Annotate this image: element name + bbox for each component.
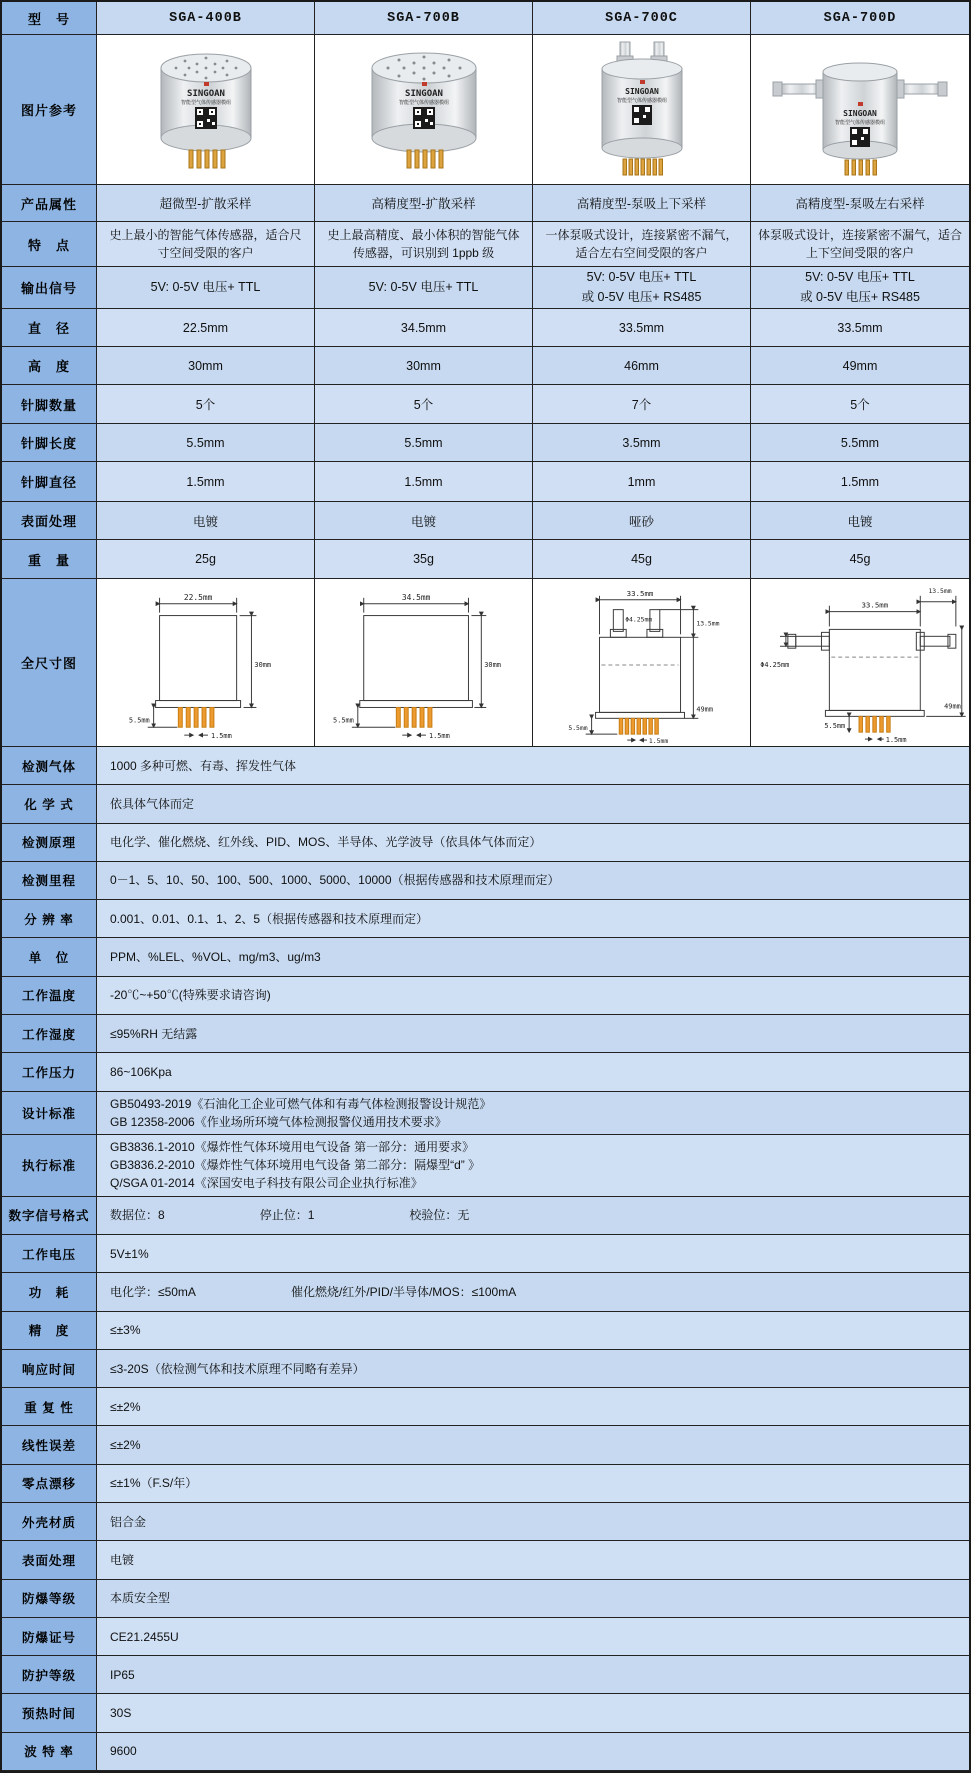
row-label-surface: 表面处理 (2, 502, 97, 540)
height-value: 49mm (751, 347, 969, 385)
specs-section (2, 747, 969, 1771)
spec-row-label: 外壳材质 (2, 1503, 97, 1541)
spec-row-value (97, 1465, 969, 1503)
spec-row-value (97, 1580, 969, 1618)
pin-length-value: 5.5mm (97, 424, 315, 462)
spec-row (2, 1135, 969, 1197)
output-value (97, 267, 315, 309)
spec-row (2, 1015, 969, 1053)
dim-pin-diameter: 1.5mm (648, 736, 668, 745)
qr-code-icon (413, 107, 435, 129)
pin-length-row (2, 424, 969, 462)
spec-row-value (97, 938, 969, 976)
attr-value: 高精度型-泵吸左右采样 (751, 185, 969, 222)
header-row (2, 2, 969, 35)
spec-segment: GB 12358-2006《作业场所环境气体检测报警仪通用技术要求》 (110, 1114, 447, 1129)
spec-segment: 电化学：≤50mA (110, 1285, 196, 1299)
spec-row-value (97, 1350, 969, 1388)
model-sga-700d: SGA-700D (751, 2, 969, 35)
spec-row-value (97, 1312, 969, 1350)
spec-row-label: 线性误差 (2, 1426, 97, 1464)
dim-tube-height: 13.5mm (928, 586, 952, 595)
qr-code-icon (195, 107, 217, 129)
spec-segment: 铝合金 (110, 1514, 147, 1529)
qr-code-icon (850, 127, 870, 147)
dimension-diagram-sga-700d (751, 579, 969, 747)
spec-row-value (97, 824, 969, 862)
row-label-height: 高 度 (2, 347, 97, 385)
spec-segment: 依具体气体而定 (110, 796, 195, 811)
output-line2: 或 0-5V 电压+ RS485 (581, 289, 702, 304)
output-value (315, 267, 533, 309)
dim-pin-length: 5.5mm (332, 715, 354, 724)
spec-segment: GB3836.1-2010《爆炸性气体环境用电气设备 第一部分：通用要求》 (110, 1140, 475, 1155)
weight-row (2, 540, 969, 579)
spec-row (2, 1235, 969, 1273)
spec-row-label: 工作电压 (2, 1235, 97, 1273)
spec-row-value (97, 1541, 969, 1579)
spec-row (2, 1694, 969, 1732)
spec-row-value (97, 977, 969, 1015)
spec-row (2, 1053, 969, 1091)
spec-segment: 0－1、5、10、50、100、500、1000、5000、10000（根据传感器和技术原理而定） (110, 873, 560, 888)
output-line1: 5V: 0-5V 电压+ TTL (368, 279, 479, 294)
fullsize-row (2, 579, 969, 747)
spec-row-label: 检测气体 (2, 747, 97, 785)
dimension-diagram-sga-700c (533, 579, 751, 747)
spec-segment: -20℃~+50℃(特殊要求请咨询) (110, 988, 271, 1003)
feature-value: 体泵吸式设计，连接紧密不漏气，适合上下空间受限的客户 (751, 222, 969, 267)
photo-row (2, 35, 969, 185)
spec-segment: 校验位：无 (409, 1208, 470, 1223)
brand-text: SINGOAN (624, 86, 659, 96)
brand-text: SINGOAN (404, 88, 443, 99)
dimension-diagram-sga-400b (97, 579, 315, 747)
spec-segment: GB50493-2019《石油化工企业可燃气体和有毒气体检测报警设计规范》 (110, 1096, 492, 1111)
row-label-pin-diameter: 针脚直径 (2, 462, 97, 502)
spec-row-value (97, 862, 969, 900)
output-row (2, 267, 969, 309)
height-value: 46mm (533, 347, 751, 385)
feature-value: 一体泵吸式设计，连接紧密不漏气，适合左右空间受限的客户 (533, 222, 751, 267)
spec-row (2, 938, 969, 976)
diameter-value: 34.5mm (315, 309, 533, 347)
dim-height: 49mm (944, 701, 961, 710)
spec-row-value (97, 1656, 969, 1694)
photo-caption: 智能型气体传感器模组 (834, 119, 886, 126)
brand-text: SINGOAN (186, 88, 225, 99)
sensor-photo-sga-400b (97, 35, 315, 185)
spec-row (2, 862, 969, 900)
spec-row (2, 1426, 969, 1464)
spec-segment: 停止位：1 (259, 1208, 315, 1223)
model-sga-700b: SGA-700B (315, 2, 533, 35)
pin-diameter-value: 1.5mm (751, 462, 969, 502)
spec-segment: 电化学、催化燃烧、红外线、PID、MOS、半导体、光学波导（依具体气体而定） (110, 835, 542, 850)
spec-row (2, 824, 969, 862)
spec-row (2, 1580, 969, 1618)
output-value (533, 267, 751, 309)
spec-row-value (97, 1053, 969, 1091)
surface-value: 电镀 (751, 502, 969, 540)
spec-row (2, 1273, 969, 1311)
pin-diameter-value: 1mm (533, 462, 751, 502)
spec-segment: Q/SGA 01-2014《深国安电子科技有限公司企业执行标准》 (110, 1176, 423, 1191)
spec-row-value (97, 1135, 969, 1197)
output-line2: 或 0-5V 电压+ RS485 (800, 289, 920, 304)
spec-segment: ≤±1%（F.S/年） (110, 1476, 198, 1491)
height-value: 30mm (97, 347, 315, 385)
spec-row-value (97, 1092, 969, 1135)
dim-pin-diameter: 1.5mm (210, 731, 232, 740)
spec-row-label: 表面处理 (2, 1541, 97, 1579)
spec-row-label: 防爆等级 (2, 1580, 97, 1618)
spec-segment: ≤±3% (110, 1323, 141, 1338)
row-label-weight: 重 量 (2, 540, 97, 579)
photo-caption: 智能型气体传感器模组 (398, 99, 449, 106)
pin-count-value: 5个 (315, 385, 533, 424)
spec-row-value (97, 1197, 969, 1235)
surface-value: 哑砂 (533, 502, 751, 540)
spec-row-value (97, 900, 969, 938)
dim-height: 30mm (253, 660, 271, 669)
spec-row (2, 747, 969, 785)
spec-row-value (97, 1426, 969, 1464)
brand-mark-icon (422, 82, 427, 86)
sensor-pins-icon (189, 150, 225, 168)
spec-row-label: 重 复 性 (2, 1388, 97, 1426)
spec-segment: GB3836.2-2010《爆炸性气体环境用电气设备 第二部分：隔爆型“d” 》 (110, 1158, 481, 1173)
sensor-photo-sga-700d (751, 35, 969, 185)
spec-row-value (97, 1235, 969, 1273)
dim-tube-diameter: Φ4.25mm (760, 660, 790, 669)
feature-value: 史上最小的智能气体传感器，适合尺寸空间受限的客户 (97, 222, 315, 267)
output-line1: 5V: 0-5V 电压+ TTL (805, 270, 915, 285)
feature-value: 史上最高精度、最小体积的智能气体传感器，可识别到 1ppb 级 (315, 222, 533, 267)
dim-tube-height: 13.5mm (695, 618, 720, 627)
surface-value: 电镀 (97, 502, 315, 540)
weight-value: 25g (97, 540, 315, 579)
pin-length-value: 5.5mm (315, 424, 533, 462)
row-label-output: 输出信号 (2, 267, 97, 309)
spec-row (2, 785, 969, 823)
brand-text: SINGOAN (843, 108, 877, 118)
dim-pin-length: 5.5mm (128, 715, 150, 724)
diameter-value: 22.5mm (97, 309, 315, 347)
sensor-pins-icon (623, 159, 663, 175)
pin-length-value: 3.5mm (533, 424, 751, 462)
spec-row-label: 预热时间 (2, 1694, 97, 1732)
dim-width: 33.5mm (861, 600, 889, 610)
spec-segment: 86~106Kpa (110, 1064, 172, 1079)
surface-row (2, 502, 969, 540)
spec-row (2, 1092, 969, 1135)
pin-count-value: 7个 (533, 385, 751, 424)
weight-value: 35g (315, 540, 533, 579)
feature-row (2, 222, 969, 267)
brand-mark-icon (858, 102, 863, 106)
spec-row-label: 化 学 式 (2, 785, 97, 823)
spec-segment: 数据位：8 (110, 1208, 165, 1223)
spec-segment: 本质安全型 (110, 1591, 171, 1606)
pin-diameter-value: 1.5mm (97, 462, 315, 502)
spec-segment: 30S (110, 1706, 132, 1721)
spec-segment: CE21.2455U (110, 1629, 179, 1644)
dim-pin-diameter: 1.5mm (885, 735, 907, 744)
sensor-photo-sga-700c (533, 35, 751, 185)
height-row (2, 347, 969, 385)
spec-row (2, 1541, 969, 1579)
pin-diameter-row (2, 462, 969, 502)
dim-pin-length: 5.5mm (824, 721, 846, 730)
output-value (751, 267, 969, 309)
spec-row-label: 单 位 (2, 938, 97, 976)
spec-row-value (97, 1015, 969, 1053)
row-label-pin-count: 针脚数量 (2, 385, 97, 424)
spec-row-label: 执行标准 (2, 1135, 97, 1197)
row-label-fullsize: 全尺寸图 (2, 579, 97, 747)
weight-value: 45g (533, 540, 751, 579)
spec-row-label: 检测里程 (2, 862, 97, 900)
spec-row-label: 防爆证号 (2, 1618, 97, 1656)
spec-row-value (97, 747, 969, 785)
spec-row-label: 分 辨 率 (2, 900, 97, 938)
output-line1: 5V: 0-5V 电压+ TTL (150, 279, 261, 294)
pin-count-row (2, 385, 969, 424)
spec-row-label: 响应时间 (2, 1350, 97, 1388)
attr-value: 超微型-扩散采样 (97, 185, 315, 222)
spec-row (2, 1656, 969, 1694)
sensor-pins-icon (845, 160, 877, 175)
row-label-model: 型 号 (2, 2, 97, 35)
spec-segment: ≤95%RH 无结露 (110, 1026, 198, 1041)
spec-row (2, 1733, 969, 1771)
brand-mark-icon (640, 80, 645, 84)
dim-width: 33.5mm (626, 588, 653, 598)
spec-row (2, 1312, 969, 1350)
diameter-value: 33.5mm (751, 309, 969, 347)
sensor-pins-icon (407, 150, 443, 168)
dim-height: 49mm (695, 704, 713, 713)
attr-row (2, 185, 969, 222)
qr-code-icon (632, 105, 652, 125)
spec-segment: 5V±1% (110, 1246, 149, 1261)
spec-row (2, 977, 969, 1015)
attr-value: 高精度型-泵吸上下采样 (533, 185, 751, 222)
spec-row-value (97, 1618, 969, 1656)
diameter-row (2, 309, 969, 347)
spec-segment: 1000 多种可燃、有毒、挥发性气体 (110, 758, 297, 773)
pin-count-value: 5个 (97, 385, 315, 424)
row-label-photos: 图片参考 (2, 35, 97, 185)
weight-value: 45g (751, 540, 969, 579)
spec-row (2, 1388, 969, 1426)
spec-row-value (97, 1273, 969, 1311)
row-label-pin-length: 针脚长度 (2, 424, 97, 462)
dim-height: 30mm (483, 660, 501, 669)
height-value: 30mm (315, 347, 533, 385)
spec-segment: 0.001、0.01、0.1、1、2、5（根据传感器和技术原理而定） (110, 911, 429, 926)
model-sga-400b: SGA-400B (97, 2, 315, 35)
spec-row-label: 工作温度 (2, 977, 97, 1015)
pin-length-value: 5.5mm (751, 424, 969, 462)
surface-value: 电镀 (315, 502, 533, 540)
spec-row (2, 1465, 969, 1503)
spec-row (2, 1350, 969, 1388)
spec-segment: IP65 (110, 1667, 135, 1682)
spec-row-label: 设计标准 (2, 1092, 97, 1135)
dim-tube-diameter: Φ4.25mm (624, 615, 652, 623)
spec-row-value (97, 1694, 969, 1732)
pin-diameter-value: 1.5mm (315, 462, 533, 502)
spec-row-value (97, 785, 969, 823)
spec-segment: PPM、%LEL、%VOL、mg/m3、ug/m3 (110, 950, 321, 965)
spec-segment: ≤±2% (110, 1438, 141, 1453)
spec-row (2, 1197, 969, 1235)
model-sga-700c: SGA-700C (533, 2, 751, 35)
attr-value: 高精度型-扩散采样 (315, 185, 533, 222)
spec-row-label: 波 特 率 (2, 1733, 97, 1771)
dim-pin-diameter: 1.5mm (428, 731, 450, 740)
spec-row-label: 检测原理 (2, 824, 97, 862)
spec-segment: 电镀 (110, 1552, 135, 1567)
photo-caption: 智能型气体传感器模组 (616, 97, 667, 104)
spec-row-label: 工作湿度 (2, 1015, 97, 1053)
pin-count-value: 5个 (751, 385, 969, 424)
dim-pin-length: 5.5mm (567, 723, 588, 732)
row-label-attr: 产品属性 (2, 185, 97, 222)
row-label-feature: 特 点 (2, 222, 97, 267)
photo-caption: 智能型气体传感器模组 (180, 99, 231, 106)
dimension-diagram-sga-700b (315, 579, 533, 747)
spec-row-value (97, 1503, 969, 1541)
row-label-diameter: 直 径 (2, 309, 97, 347)
spec-segment: ≤±2% (110, 1399, 141, 1414)
spec-row-label: 精 度 (2, 1312, 97, 1350)
spec-row (2, 1503, 969, 1541)
spec-row-label: 工作压力 (2, 1053, 97, 1091)
dim-width: 34.5mm (401, 592, 430, 602)
spec-row-value (97, 1388, 969, 1426)
diameter-value: 33.5mm (533, 309, 751, 347)
spec-segment: 催化燃烧/红外/PID/半导体/MOS：≤100mA (290, 1285, 517, 1299)
spec-segment: ≤3-20S（依检测气体和技术原理不同略有差异） (110, 1361, 365, 1376)
dim-width: 22.5mm (183, 592, 212, 602)
spec-row (2, 900, 969, 938)
sensor-photo-sga-700b (315, 35, 533, 185)
brand-mark-icon (204, 82, 209, 86)
spec-row-label: 数字信号格式 (2, 1197, 97, 1235)
spec-row-label: 功 耗 (2, 1273, 97, 1311)
spec-row-label: 防护等级 (2, 1656, 97, 1694)
spec-segment: 9600 (110, 1744, 137, 1759)
output-line1: 5V: 0-5V 电压+ TTL (586, 270, 697, 285)
spec-row (2, 1618, 969, 1656)
spec-row-value (97, 1733, 969, 1771)
spec-row-label: 零点漂移 (2, 1465, 97, 1503)
